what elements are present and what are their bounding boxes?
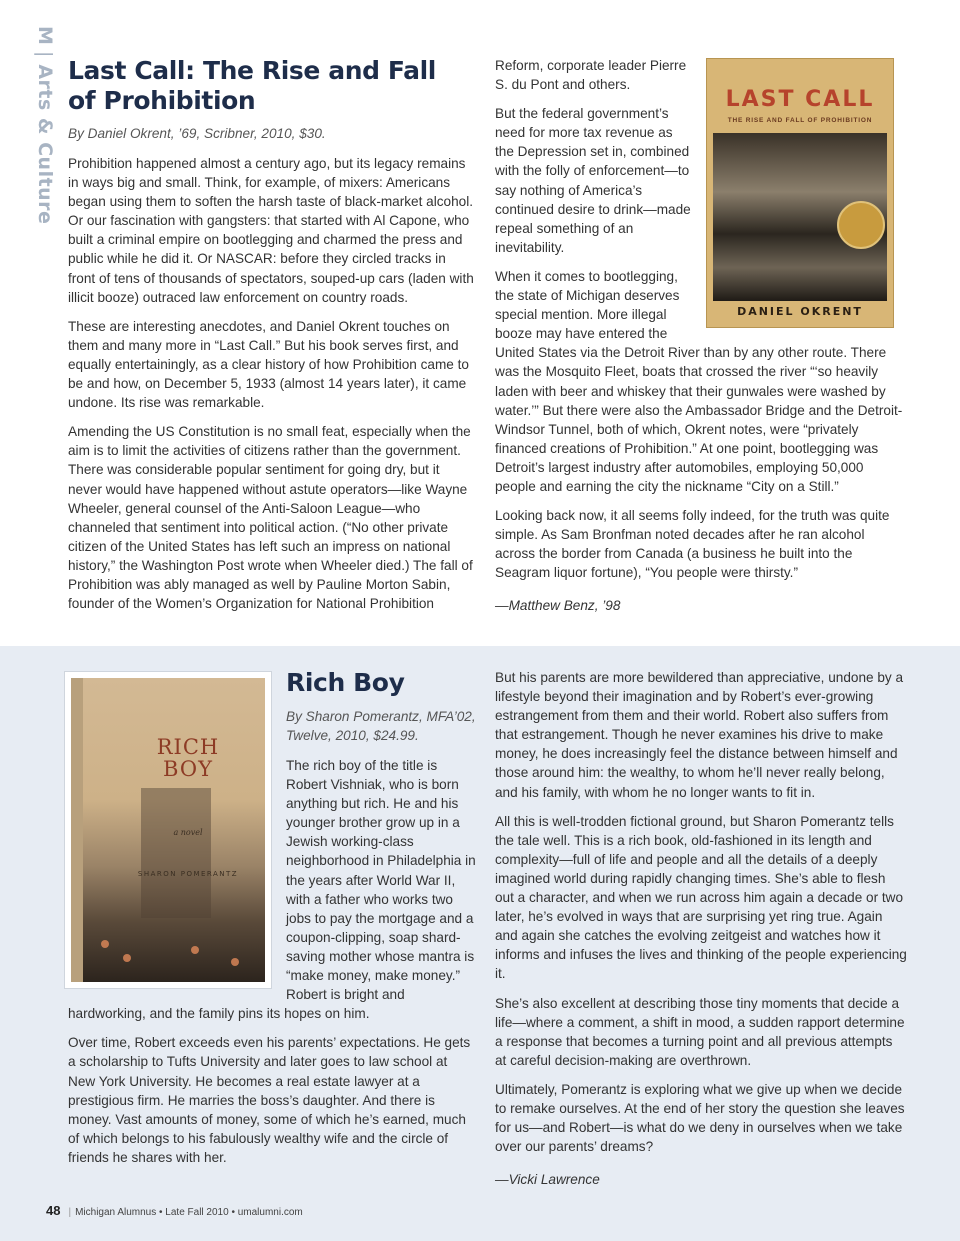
section-label: M|Arts & Culture — [34, 26, 56, 225]
section-name: Arts & Culture — [34, 64, 56, 225]
cover-title-line: RICH — [156, 735, 220, 759]
book-cover-last-call — [706, 58, 894, 328]
cover-novel: a novel — [173, 828, 203, 837]
article-title: Last Call: The Rise and Fall of Prohibition — [68, 56, 436, 115]
article-title-rich-boy — [286, 668, 486, 698]
cover-author: SHARON POMERANTZ — [137, 870, 239, 878]
cover-author: DANIEL OKRENT — [737, 305, 863, 318]
page-footer: 48 | Michigan Alumnus • Late Fall 2010 • umalumni.com — [46, 1203, 303, 1218]
paragraph: Looking back now, it all seems folly indeed, for the truth was quite simple. As Sam Bronfman noted decades after he ran alcohol across the border from Canada (a business he built into the Seagram liquor fortune), “You people were thirsty.” — [495, 508, 890, 581]
paragraph: These are interesting anecdotes, and Daniel Okrent touches on them and many more in “Last Call.” But his book serves first, and equally entertainingly, as a clear history of how Prohibition came to be and how, on December 5, 1933 (almost 14 years later), it came undone. Its rise was remarkable. — [68, 318, 469, 411]
article-byline: By Daniel Okrent, ’69, Scribner, 2010, $30. — [68, 126, 326, 141]
cover-subtitle: THE RISE AND FALL OF PROHIBITION — [727, 117, 873, 124]
section-letter: M — [34, 26, 56, 46]
paragraph: When it comes to bootlegging, the state of Michigan deserves special mention. More illegal booze may have entered the United States via the Detroit River than by any other route. There was the Mosquito Fleet, boats that crossed the river “‘so heavily laden with beer and whiskey that their gunwales were washed by water.’” But there were also the Ambassador Bridge and the Detroit-Windsor Tunnel, both of which, Okrent notes, were “privately financed creations of Prohibition.” At one point, bootlegging was Detroit’s largest industry after automobiles, employing 50,000 people and earning the city the nickname “City on a Still.” — [495, 268, 903, 494]
paragraph: Over time, Robert exceeds even his parents’ expectations. He gets a scholarship to Tufts University and later goes to law school at New York University. He becomes a real estate lawyer at a prestigious firm. He marries the boss’s daughter. And there is money. Vast amounts of money, some of which he’s earned, much of which belongs to his fabulously wealthy wife and the circle of friends he shares with her. — [68, 1035, 471, 1165]
article-column-right — [495, 668, 907, 1199]
paragraph: She’s also excellent at describing those tiny moments that decide a life—where a comment, a shift in mood, a sudden rapport determine a response that becomes a turning point and all previous attempts at careful decision-making are overthrown. — [495, 995, 905, 1068]
paragraph: All this is well-trodden fictional ground, but Sharon Pomerantz tells the tale well. This is a rich book, old-fashioned in its length and complexity—full of life and people and all the details of a deeply imagined world during rapidly changing times. She’s able to flesh out a character, and when we run across him again a decade or two later, he’s evolved in ways that are surprising yet ring true. Again and again she catches the evolving zeitgeist and watches how it informs and infuses the lives and thinking of the people experiencing it. — [495, 813, 907, 982]
article-column-left — [68, 154, 476, 623]
paragraph: The rich boy of the title is Robert Vishniak, who is born anything but rich. He and his younger brother grow up in a Jewish working-class neighborhood in Philadelphia in the years after World War II, with a father who works two jobs to pay the mortgage and a coupon-clipping, soap shard-saving mother whose mantra is “make money, make money.” Robert is bright and hardworking, and the family pins its hopes on him. — [68, 758, 476, 1022]
review-credit: —Matthew Benz, ’98 — [495, 598, 621, 614]
cover-title-line: BOY — [163, 757, 213, 781]
cover-badge — [837, 201, 885, 249]
paragraph: Reform, corporate leader Pierre S. du Pont and others. — [495, 58, 687, 93]
article-byline: By Sharon Pomerantz, MFA’02, Twelve, 2010, $24.99. — [286, 709, 476, 743]
page-number: 48 — [46, 1203, 61, 1218]
article-column-left — [68, 756, 478, 1177]
publication-info: Michigan Alumnus • Late Fall 2010 • umalumni.com — [75, 1207, 303, 1218]
paragraph: Ultimately, Pomerantz is exploring what we give up when we decide to remake ourselves. At the end of her story the question she leaves for us—and Robert—is what do we deny in ourselves when we take over our parents’ dreams? — [495, 1081, 905, 1155]
paragraph: But the federal government’s need for more tax revenue as the Depression set in, combined with the folly of enforcement—to say nothing of America’s continued desire to drink—made repeal something of an inevitability. — [495, 106, 691, 255]
article-title-last-call — [68, 56, 468, 116]
paragraph: Amending the US Constitution is no small feat, especially when the aim is to limit the activities of citizens rather than the government. There was considerable popular sentiment for going dry, but it never would have happened without astute operators—like Wayne Wheeler, general counsel of the Anti-Saloon League—who channeled that sentiment into political action. (“No other private citizen of the United States has left such an impress on national history,” the Washington Post wrote when Wheeler died.) The fall of Prohibition was ably managed as well by Pauline Morton Sabin, founder of the Women’s Organization for National Prohibition — [68, 424, 473, 612]
paragraph: But his parents are more bewildered than appreciative, undone by a lifestyle beyond their imagination and by Robert’s ever-growing estrangement from them and their world. Robert also suffers from that estrangement. Though he never examines his drive to make money, he does increasingly feel the distance between himself and those around him: the wealthy, to whom he’ll never really belong, and his family, with whom he no longer wants to fit in. — [495, 670, 904, 800]
review-credit: —Vicki Lawrence — [495, 1172, 600, 1188]
paragraph: Prohibition happened almost a century ago, but its legacy remains in ways big and small. Think, for example, of mixers: Americans began using them to soften the harsh taste of black-market alcohol. Or our fascination with gangsters: that started with Al Capone, who built a criminal empire on bootlegging and charmed the press and public while he did it. Or NASCAR: before they circled tracks in front of tens of thousands of spectators, souped-up cars (laden with illicit booze) outraced law enforcement on country roads. — [68, 156, 474, 305]
cover-title: LAST CALL — [725, 87, 875, 112]
article-title: Rich Boy — [286, 668, 405, 697]
